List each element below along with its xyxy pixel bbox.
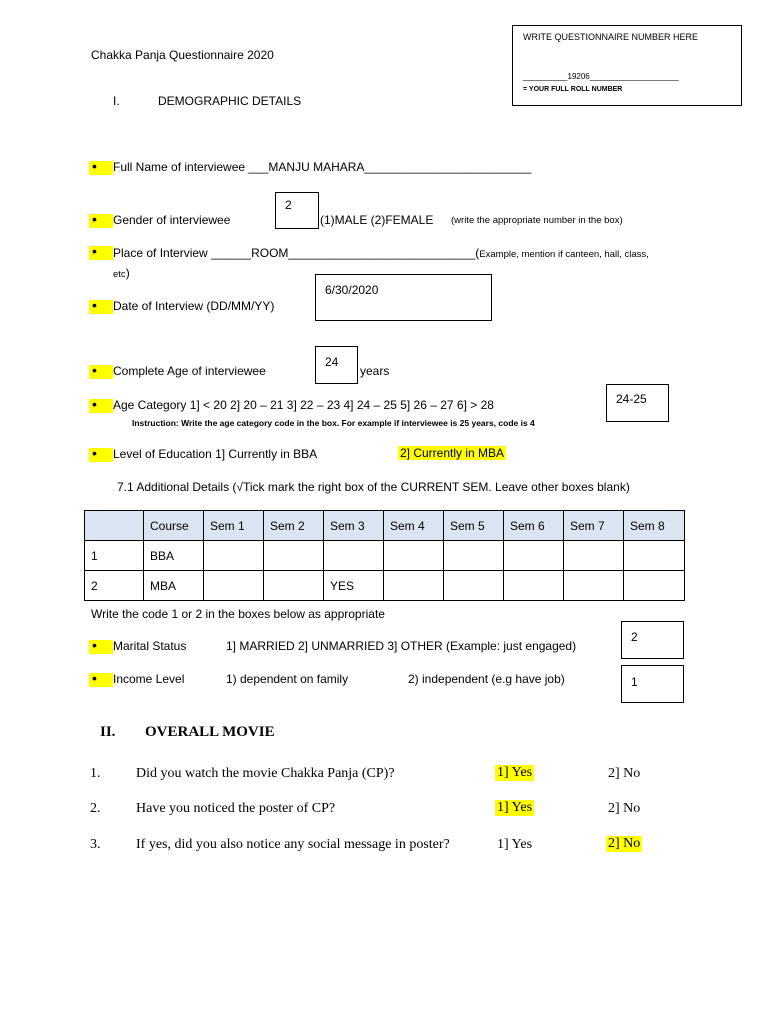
place-note-cont: etc) bbox=[113, 266, 130, 280]
bullet-marker bbox=[89, 214, 113, 228]
answer-option-yes[interactable]: 1] Yes bbox=[497, 800, 533, 815]
question-number: 1. bbox=[90, 766, 101, 781]
place-note: Example, mention if canteen, hall, class, bbox=[479, 249, 649, 260]
question-text: If yes, did you also notice any social message in poster? bbox=[136, 837, 450, 852]
table-cell: BBA bbox=[144, 541, 204, 571]
table-header-cell: Sem 3 bbox=[324, 511, 384, 541]
income-options-1: 1) dependent on family bbox=[226, 672, 349, 686]
age-unit: years bbox=[360, 364, 390, 378]
table-header-cell: Sem 6 bbox=[504, 511, 564, 541]
table-header-cell: Sem 2 bbox=[264, 511, 324, 541]
table-cell[interactable] bbox=[204, 541, 264, 571]
full-name-field[interactable]: Full Name of interviewee ___MANJU MAHARA_________________________ bbox=[113, 160, 532, 174]
bullet-marker bbox=[89, 399, 113, 413]
marital-label: Marital Status bbox=[113, 639, 187, 653]
code-note: Write the code 1 or 2 in the boxes below as appropriate bbox=[91, 607, 385, 621]
table-cell: 1 bbox=[85, 541, 144, 571]
place-field[interactable] bbox=[113, 246, 649, 260]
table-cell: 2 bbox=[85, 571, 144, 601]
bullet-marker bbox=[89, 365, 113, 379]
table-cell[interactable] bbox=[204, 571, 264, 601]
table-header-cell: Sem 4 bbox=[384, 511, 444, 541]
age-answer-box[interactable] bbox=[315, 346, 358, 384]
section-2-numeral: II. bbox=[100, 724, 116, 740]
qnum-value[interactable]: __________19206____________________ bbox=[523, 72, 679, 81]
table-cell[interactable] bbox=[324, 541, 384, 571]
marital-answer-box[interactable] bbox=[621, 621, 684, 659]
bullet-marker bbox=[89, 246, 113, 260]
qnum-heading: WRITE QUESTIONNAIRE NUMBER HERE bbox=[523, 32, 699, 42]
date-value: 6/30/2020 bbox=[325, 283, 379, 297]
income-options-2: 2) independent (e.g have job) bbox=[408, 672, 565, 686]
age-category-instruction: Instruction: Write the age category code in the box. For example if interviewee is 25 years, code is 4 bbox=[132, 418, 535, 428]
answer-option-no[interactable]: 2] No bbox=[608, 836, 641, 851]
age-label: Complete Age of interviewee bbox=[113, 364, 266, 378]
answer-option-no[interactable]: 2] No bbox=[608, 801, 641, 816]
table-cell[interactable] bbox=[384, 571, 444, 601]
answer-option-no[interactable]: 2] No bbox=[608, 766, 641, 781]
table-cell[interactable] bbox=[264, 571, 324, 601]
table-header-cell: Sem 8 bbox=[624, 511, 685, 541]
marital-options: 1] MARRIED 2] UNMARRIED 3] OTHER (Example: just engaged) bbox=[226, 639, 577, 653]
table-cell[interactable] bbox=[564, 541, 624, 571]
table-cell[interactable] bbox=[624, 571, 685, 601]
question-text: Did you watch the movie Chakka Panja (CP)? bbox=[136, 766, 395, 781]
table-cell[interactable] bbox=[504, 541, 564, 571]
table-row bbox=[85, 541, 685, 571]
section-1-numeral: I. bbox=[113, 94, 120, 108]
age-category-box[interactable] bbox=[606, 384, 669, 422]
bullet-marker bbox=[89, 300, 113, 314]
answer-option-yes[interactable]: 1] Yes bbox=[497, 837, 533, 852]
marital-value: 2 bbox=[631, 630, 638, 644]
table-cell[interactable] bbox=[504, 571, 564, 601]
gender-value: 2 bbox=[285, 198, 292, 212]
table-header-cell: Sem 5 bbox=[444, 511, 504, 541]
questionnaire-number-box bbox=[512, 25, 742, 106]
age-value: 24 bbox=[325, 355, 339, 369]
table-cell[interactable] bbox=[384, 541, 444, 571]
bullet-marker bbox=[89, 448, 113, 462]
place-label: Place of Interview ______ROOM____________________________( bbox=[113, 246, 480, 260]
table-header-cell: Sem 1 bbox=[204, 511, 264, 541]
income-value: 1 bbox=[631, 675, 638, 689]
document-title: Chakka Panja Questionnaire 2020 bbox=[91, 48, 274, 62]
bullet-marker bbox=[89, 640, 113, 654]
qnum-note: = YOUR FULL ROLL NUMBER bbox=[523, 86, 623, 93]
income-answer-box[interactable] bbox=[621, 665, 684, 703]
additional-details-note: 7.1 Additional Details (√Tick mark the right box of the CURRENT SEM. Leave other boxes blank) bbox=[117, 480, 630, 494]
table-cell[interactable] bbox=[444, 571, 504, 601]
table-cell[interactable] bbox=[444, 541, 504, 571]
table-cell[interactable] bbox=[264, 541, 324, 571]
semester-table bbox=[84, 510, 685, 601]
table-header-row bbox=[85, 511, 685, 541]
table-header-cell bbox=[85, 511, 144, 541]
table-header-cell: Course bbox=[144, 511, 204, 541]
education-label: Level of Education 1] Currently in BBA bbox=[113, 447, 318, 461]
table-cell[interactable] bbox=[564, 571, 624, 601]
age-category-label: Age Category 1] < 20 2] 20 – 21 3] 22 – 23 4] 24 – 25 5] 26 – 27 6] > 28 bbox=[113, 398, 494, 412]
income-label: Income Level bbox=[113, 672, 185, 686]
gender-label: Gender of interviewee bbox=[113, 213, 231, 227]
bullet-marker bbox=[89, 161, 113, 175]
education-selected: 2] Currently in MBA bbox=[400, 446, 505, 460]
table-cell: MBA bbox=[144, 571, 204, 601]
question-text: Have you noticed the poster of CP? bbox=[136, 801, 336, 816]
table-header-cell: Sem 7 bbox=[564, 511, 624, 541]
section-1-title: DEMOGRAPHIC DETAILS bbox=[158, 94, 302, 108]
gender-note: (write the appropriate number in the box) bbox=[451, 215, 623, 226]
gender-answer-box[interactable] bbox=[275, 192, 319, 229]
question-number: 2. bbox=[90, 801, 101, 816]
bullet-marker bbox=[89, 673, 113, 687]
date-answer-box[interactable] bbox=[315, 274, 492, 321]
gender-options: (1)MALE (2)FEMALE bbox=[320, 213, 434, 227]
age-category-value: 24-25 bbox=[616, 392, 647, 406]
table-cell[interactable]: YES bbox=[324, 571, 384, 601]
section-2-title: OVERALL MOVIE bbox=[145, 724, 275, 740]
date-label: Date of Interview (DD/MM/YY) bbox=[113, 299, 275, 313]
table-row bbox=[85, 571, 685, 601]
question-number: 3. bbox=[90, 837, 101, 852]
answer-option-yes[interactable]: 1] Yes bbox=[497, 765, 533, 780]
table-cell[interactable] bbox=[624, 541, 685, 571]
